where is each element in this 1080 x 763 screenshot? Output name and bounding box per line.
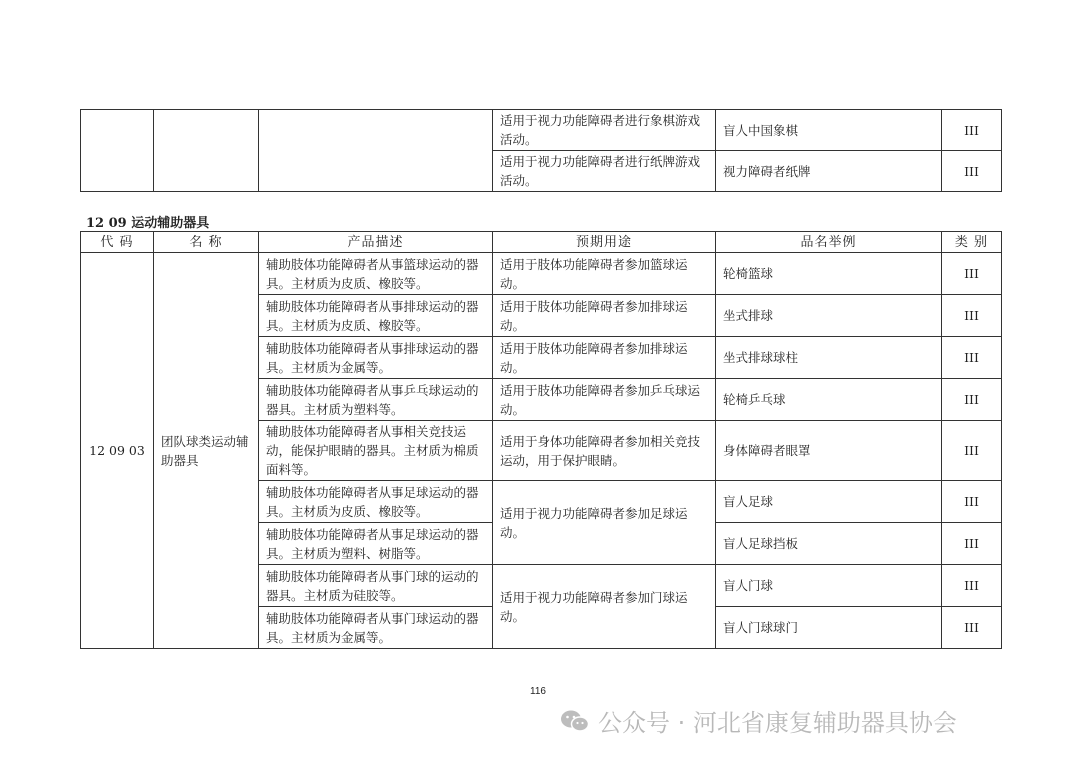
example-cell: 视力障碍者纸牌 bbox=[716, 151, 942, 192]
example-cell: 身体障碍者眼罩 bbox=[716, 421, 942, 481]
use-cell-merged: 适用于视力功能障碍者参加门球运动。 bbox=[493, 565, 716, 649]
use-cell-merged: 适用于视力功能障碍者参加足球运动。 bbox=[493, 481, 716, 565]
watermark-text: 公众号 · 河北省康复辅助器具协会 bbox=[598, 709, 957, 737]
header-code: 代 码 bbox=[81, 232, 154, 253]
example-cell: 盲人门球球门 bbox=[716, 607, 942, 649]
class-cell: III bbox=[942, 110, 1002, 151]
description-cell: 辅助肢体功能障碍者从事足球运动的器具。主材质为塑料、树脂等。 bbox=[259, 523, 493, 565]
header-class: 类 别 bbox=[942, 232, 1002, 253]
group-code: 12 09 03 bbox=[81, 253, 154, 649]
header-use: 预期用途 bbox=[493, 232, 716, 253]
description-cell: 辅助肢体功能障碍者从事排球运动的器具。主材质为金属等。 bbox=[259, 337, 493, 379]
description-cell: 辅助肢体功能障碍者从事足球运动的器具。主材质为皮质、橡胶等。 bbox=[259, 481, 493, 523]
example-cell: 坐式排球 bbox=[716, 295, 942, 337]
description-cell: 辅助肢体功能障碍者从事相关竞技运动，能保护眼睛的器具。主材质为棉质面料等。 bbox=[259, 421, 493, 481]
description-cell: 辅助肢体功能障碍者从事排球运动的器具。主材质为皮质、橡胶等。 bbox=[259, 295, 493, 337]
main-table bbox=[80, 231, 1002, 649]
use-cell: 适用于肢体功能障碍者参加排球运动。 bbox=[493, 295, 716, 337]
class-cell: III bbox=[942, 607, 1002, 649]
watermark bbox=[560, 703, 957, 738]
example-cell: 盲人足球 bbox=[716, 481, 942, 523]
use-cell: 适用于肢体功能障碍者参加篮球运动。 bbox=[493, 253, 716, 295]
class-cell: III bbox=[942, 151, 1002, 192]
table-row bbox=[81, 110, 1002, 151]
class-cell: III bbox=[942, 565, 1002, 607]
description-cell: 辅助肢体功能障碍者从事门球的运动的器具。主材质为硅胶等。 bbox=[259, 565, 493, 607]
example-cell: 盲人门球 bbox=[716, 565, 942, 607]
header-name: 名 称 bbox=[154, 232, 259, 253]
description-cell: 辅助肢体功能障碍者从事篮球运动的器具。主材质为皮质、橡胶等。 bbox=[259, 253, 493, 295]
table-row bbox=[81, 253, 1002, 295]
header-description: 产品描述 bbox=[259, 232, 493, 253]
class-cell: III bbox=[942, 421, 1002, 481]
use-cell: 适用于身体功能障碍者参加相关竞技运动，用于保护眼睛。 bbox=[493, 421, 716, 481]
use-cell: 适用于视力功能障碍者进行纸牌游戏活动。 bbox=[493, 151, 716, 192]
example-cell: 盲人中国象棋 bbox=[716, 110, 942, 151]
wechat-icon bbox=[560, 709, 590, 733]
code-cell bbox=[81, 110, 154, 192]
header-example: 品名举例 bbox=[716, 232, 942, 253]
class-cell: III bbox=[942, 379, 1002, 421]
class-cell: III bbox=[942, 253, 1002, 295]
example-cell: 盲人足球挡板 bbox=[716, 523, 942, 565]
group-name: 团队球类运动辅助器具 bbox=[154, 253, 259, 649]
use-cell: 适用于视力功能障碍者进行象棋游戏活动。 bbox=[493, 110, 716, 151]
description-cell bbox=[259, 110, 493, 192]
continued-table bbox=[80, 109, 1002, 192]
example-cell: 轮椅乒乓球 bbox=[716, 379, 942, 421]
name-cell bbox=[154, 110, 259, 192]
class-cell: III bbox=[942, 523, 1002, 565]
class-cell: III bbox=[942, 337, 1002, 379]
page-number: 116 bbox=[530, 686, 546, 697]
use-cell: 适用于肢体功能障碍者参加乒乓球运动。 bbox=[493, 379, 716, 421]
class-cell: III bbox=[942, 481, 1002, 523]
description-cell: 辅助肢体功能障碍者从事门球运动的器具。主材质为金属等。 bbox=[259, 607, 493, 649]
section-title: 12 09 运动辅助器具 bbox=[86, 216, 210, 231]
description-cell: 辅助肢体功能障碍者从事乒乓球运动的器具。主材质为塑料等。 bbox=[259, 379, 493, 421]
example-cell: 坐式排球球柱 bbox=[716, 337, 942, 379]
example-cell: 轮椅篮球 bbox=[716, 253, 942, 295]
use-cell: 适用于肢体功能障碍者参加排球运动。 bbox=[493, 337, 716, 379]
table-header-row bbox=[81, 232, 1002, 253]
class-cell: III bbox=[942, 295, 1002, 337]
